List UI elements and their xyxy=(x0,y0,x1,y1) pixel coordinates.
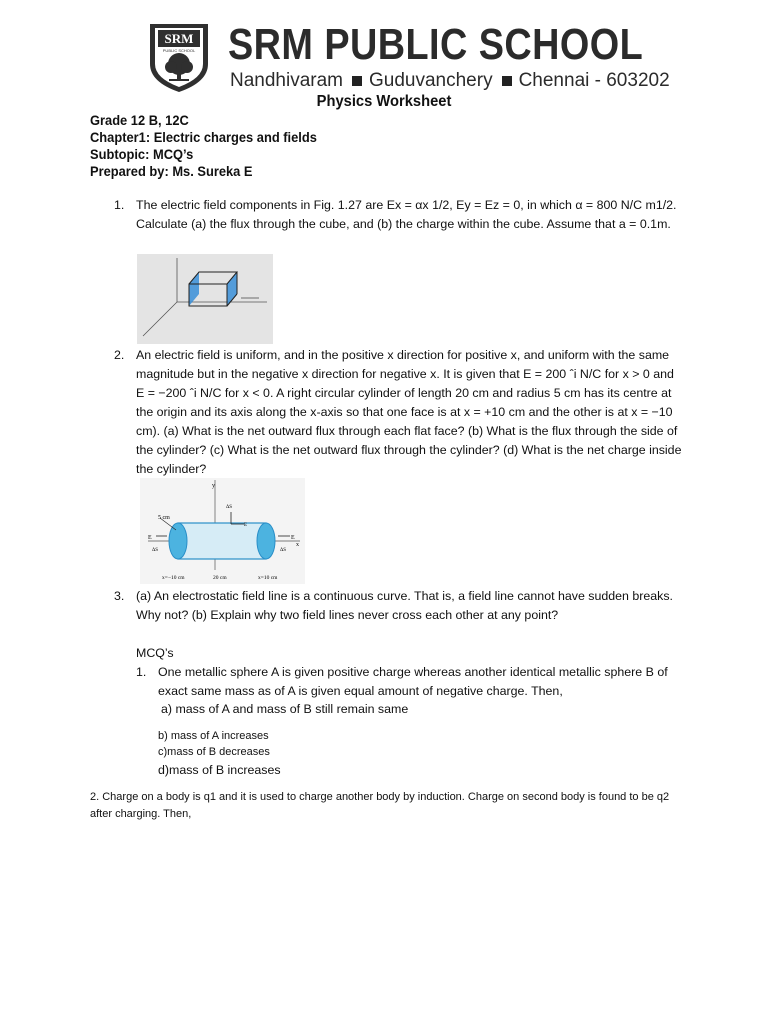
e-left-label: E xyxy=(148,535,152,541)
subtopic-line: Subtopic: MCQ’s xyxy=(90,146,194,162)
cube-figure xyxy=(137,254,273,344)
y-axis-label: y xyxy=(212,483,215,489)
square-bullet-icon xyxy=(502,76,512,86)
question-number: 2. xyxy=(114,348,125,362)
mcq-option: a) mass of A and mass of B still remain same xyxy=(161,702,409,716)
ds-right-label: ΔS xyxy=(280,548,286,553)
prepared-by-line: Prepared by: Ms. Sureka E xyxy=(90,163,253,179)
mcq-text: 2. Charge on a body is q1 and it is used to charge another body by induction. Charge on second body is found to be q2 after charging. Then, xyxy=(90,791,670,820)
e-right-label: E xyxy=(291,535,295,541)
e-top-label: E xyxy=(244,523,248,528)
school-name: SRM PUBLIC SCHOOL xyxy=(228,20,644,69)
question-text: The electric field components in Fig. 1.27 are Ex = αx 1/2, Ey = Ez = 0, in which α = 800 N/C m1/2. Calculate (a) the flux through the cube, and (b) the charge within the cube. Assume that a = 0.1m. xyxy=(136,198,677,231)
x-axis-label: x xyxy=(296,542,299,548)
radius-label: 5 cm xyxy=(158,515,170,521)
length-label: 20 cm xyxy=(213,575,227,581)
ds-left-label: ΔS xyxy=(152,548,158,553)
question-text: (a) An electrostatic field line is a continuous curve. That is, a field line cannot have sudden breaks. Why not? (b) Explain why two field lines never cross each other at any point? xyxy=(136,589,674,622)
mcq-heading: MCQ’s xyxy=(136,646,174,660)
left-pos-label: x=−10 cm xyxy=(162,575,185,581)
right-pos-label: x=10 cm xyxy=(258,575,278,581)
svg-text:PUBLIC SCHOOL: PUBLIC SCHOOL xyxy=(162,48,196,53)
mcq-option: c)mass of B decreases xyxy=(158,746,270,758)
question-text: An electric field is uniform, and in the positive x direction for positive x, and uniform with the same magnitude but in the negative x direction for negative x. It is given that E = 200 ˆi N/C for x > 0 and E = −200 ˆi N/C for x < 0. A right circular cylinder of length 20 cm and radius 5 cm has its centre at the origin and its axis along the x-axis so that one face is at x = +10 cm and the other is at x = −10 cm). (a) What is the net outward flux through each flat face? (b) What is the flux through the side of the cylinder? (c) What is the net outward flux through the cylinder? (d) What is the net charge inside the cylinder? xyxy=(136,348,682,476)
chapter-line: Chapter1: Electric charges and fields xyxy=(90,129,317,145)
address-part: Guduvanchery xyxy=(369,70,493,91)
mcq-text: One metallic sphere A is given positive charge whereas another identical metallic sphere B of exact same mass as of A is given equal amount of negative charge. Then, xyxy=(158,665,668,698)
school-address xyxy=(230,70,670,92)
svg-text:SRM: SRM xyxy=(164,31,194,46)
ds-top-label: ΔS xyxy=(226,505,232,510)
grade-line: Grade 12 B, 12C xyxy=(90,112,189,128)
square-bullet-icon xyxy=(352,76,362,86)
school-logo xyxy=(142,20,216,94)
worksheet-title: Physics Worksheet xyxy=(316,93,452,110)
question-number: 3. xyxy=(114,589,125,603)
question-number: 1. xyxy=(114,198,125,212)
worksheet-meta xyxy=(90,112,317,180)
address-part: Chennai - 603202 xyxy=(518,70,670,91)
mcq-option: d)mass of B increases xyxy=(158,763,281,777)
mcq-number: 1. xyxy=(136,665,147,679)
cylinder-figure xyxy=(140,478,305,584)
mcq-option: b) mass of A increases xyxy=(158,730,269,742)
address-part: Nandhivaram xyxy=(230,70,343,91)
